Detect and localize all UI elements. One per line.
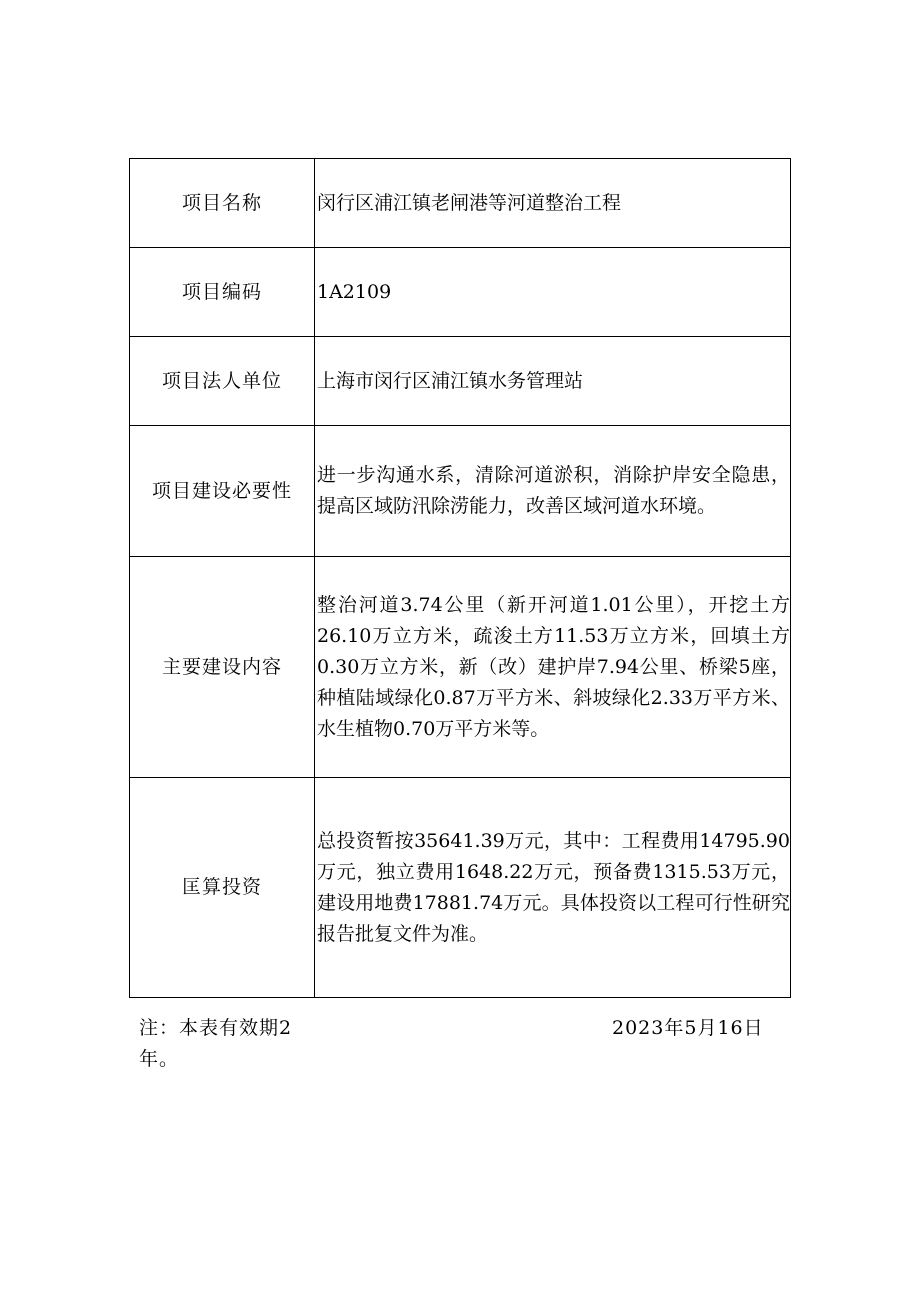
table-row-project-name — [130, 159, 791, 248]
label-necessity: 项目建设必要性 — [130, 426, 315, 557]
value-necessity: 进一步沟通水系，清除河道淤积，消除护岸安全隐患，提高区域防汛除涝能力，改善区域河道水环境。 — [315, 426, 791, 557]
table-row-project-code — [130, 248, 791, 337]
project-info-table — [129, 158, 791, 998]
label-investment: 匡算投资 — [130, 778, 315, 998]
table-row-legal-entity — [130, 337, 791, 426]
validity-note: 注：本表有效期2年。 — [139, 1017, 293, 1070]
label-project-name: 项目名称 — [130, 159, 315, 248]
value-investment: 总投资暂按35641.39万元，其中：工程费用14795.90万元，独立费用1648.22万元，预备费1315.53万元，建设用地费17881.74万元。具体投资以工程可行性研究报告批复文件为准。 — [315, 778, 791, 998]
label-main-content: 主要建设内容 — [130, 557, 315, 778]
value-project-code: 1A2109 — [315, 248, 791, 337]
value-project-name: 闵行区浦江镇老闸港等河道整治工程 — [315, 159, 791, 248]
table-row-main-content — [130, 557, 791, 778]
label-legal-entity: 项目法人单位 — [130, 337, 315, 426]
label-project-code: 项目编码 — [130, 248, 315, 337]
table-row-investment — [130, 778, 791, 998]
value-main-content: 整治河道3.74公里（新开河道1.01公里），开挖土方26.10万立方米，疏浚土方11.53万立方米，回填土方0.30万立方米，新（改）建护岸7.94公里、桥梁5座，种植陆域绿化0.87万平方米、斜坡绿化2.33万平方米、水生植物0.70万平方米等。 — [315, 557, 791, 778]
issue-date: 2023年5月16日 — [612, 1017, 764, 1039]
value-legal-entity: 上海市闵行区浦江镇水务管理站 — [315, 337, 791, 426]
table-row-necessity — [130, 426, 791, 557]
